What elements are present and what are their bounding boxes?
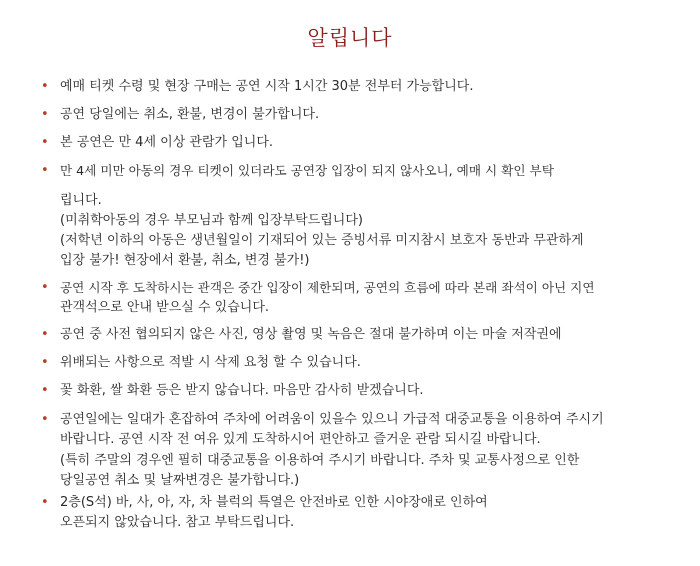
notice-line: 바랍니다. 공연 시작 전 여유 있게 도착하시어 편안하고 즐거운 관람 되시길 바랍니다.	[60, 432, 541, 447]
bullet-icon: •	[41, 412, 49, 427]
notice-line: (저학년 이하의 아동은 생년월일이 기재되어 있는 증빙서류 미지참시 보호자 동반과 무관하게	[60, 233, 584, 248]
notice-title: 알립니다	[307, 26, 393, 50]
notice-line: 본 공연은 만 4세 이상 관람가 입니다.	[60, 135, 274, 150]
notice-line: 공연 중 사전 협의되지 않은 사진, 영상 촬영 및 녹음은 절대 불가하며 이는 마술 저작권에	[60, 327, 562, 342]
notice-line: 공연일에는 일대가 혼잡하여 주차에 어려움이 있을수 있으니 가급적 대중교통을 이용하여 주시기	[60, 412, 604, 427]
notice-line: 공연 시작 후 도착하시는 관객은 중간 입장이 제한되며, 공연의 흐름에 따라 본래 좌석이 아닌 지연	[60, 280, 595, 295]
bullet-icon: •	[41, 495, 49, 510]
notice-line: 위배되는 사항으로 적발 시 삭제 요청 할 수 있습니다.	[60, 355, 361, 370]
notice-line: 관객석으로 안내 받으실 수 있습니다.	[60, 300, 270, 315]
notice-line: 2층(S석) 바, 사, 아, 자, 차 블럭의 특열은 안전바로 인한 시야장애로 인하여	[60, 495, 488, 510]
notice-line: 립니다.	[60, 193, 102, 208]
notice-line: (특히 주말의 경우엔 필히 대중교통을 이용하여 주시기 바랍니다. 주차 및 교통사정으로 인한	[60, 453, 580, 468]
notice-line: (미취학아동의 경우 부모님과 함께 입장부탁드립니다)	[60, 213, 363, 228]
notice-line: 당일공연 취소 및 날짜변경은 불가합니다.)	[60, 473, 300, 488]
notice-line: 공연 당일에는 취소, 환불, 변경이 불가합니다.	[60, 107, 320, 122]
notice-line: 오픈되지 않았습니다. 참고 부탁드립니다.	[60, 515, 295, 530]
notice-line: 입장 불가! 현장에서 환불, 취소, 변경 불가!)	[60, 253, 310, 268]
bullet-icon: •	[41, 107, 49, 122]
notice-line: 만 4세 미만 아동의 경우 티켓이 있더라도 공연장 입장이 되지 않사오니, 예매 시 확인 부탁	[60, 163, 554, 178]
bullet-icon: •	[41, 79, 49, 94]
bullet-icon: •	[41, 383, 49, 398]
notice-line: 예매 티켓 수령 및 현장 구매는 공연 시작 1시간 30분 전부터 가능합니다.	[60, 79, 474, 94]
bullet-icon: •	[41, 135, 49, 150]
notice-line: 꽃 화환, 쌀 화환 등은 받지 않습니다. 마음만 감사히 받겠습니다.	[60, 383, 424, 398]
bullet-icon: •	[41, 355, 49, 370]
bullet-icon: •	[41, 327, 49, 342]
bullet-icon: •	[41, 163, 49, 178]
bullet-icon: •	[41, 280, 49, 295]
